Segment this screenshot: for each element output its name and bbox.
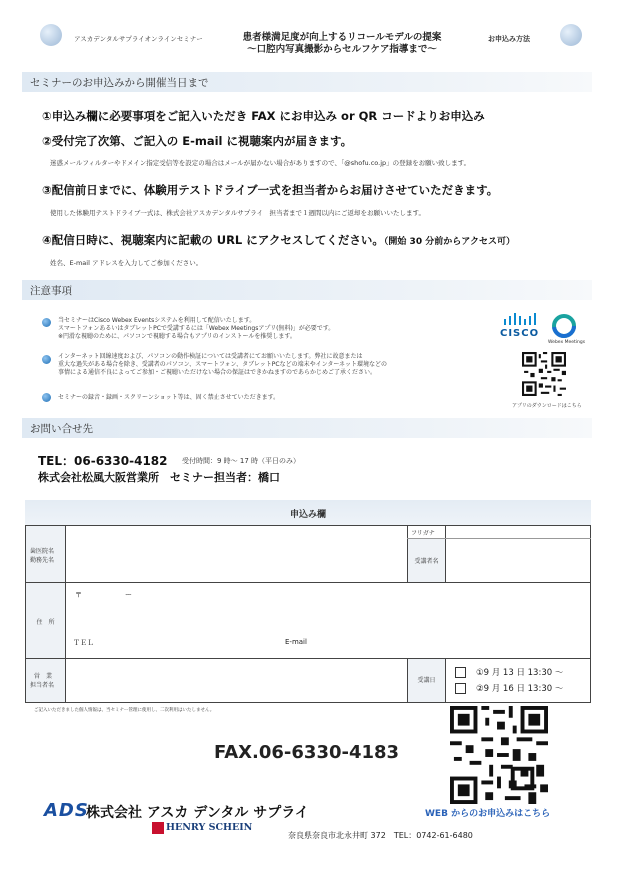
henry-schein-logo-icon	[152, 822, 164, 834]
step-2-note: 迷惑メールフィルターやドメイン指定受信等を設定の場合はメールが届かない場合がありますので、「@shofu.co.jp」の登録をお願い致します。	[50, 159, 471, 167]
sales-rep-label	[26, 659, 65, 702]
clinic-name-input[interactable]	[67, 527, 407, 581]
note-2-line-1: インターネット回線速度および、パソコンの動作検証については受講者にてお願いいたします。弊社に故意または	[58, 353, 363, 360]
cisco-label: CISCO	[500, 328, 540, 339]
form-header	[25, 500, 591, 525]
email-label: E-mail	[285, 638, 307, 646]
contact-company: 株式会社松風大阪営業所 セミナー担当者：橋口	[38, 471, 280, 484]
form-col-divider	[65, 525, 66, 703]
date-option-1[interactable]	[455, 666, 563, 678]
note-2-line-2: 重大な過失がある場合を除き、受講者のパソコン、スマートフォン、タブレットPCなどの端末やインターネット環境などの	[58, 361, 388, 368]
clinic-label-1: 歯医院名	[30, 548, 55, 555]
privacy-note: ご記入いただきました個人情報は、当セミナー管理に使用し、二次利用はいたしません。	[34, 708, 215, 713]
fax-number: FAX.06-6330-4183	[214, 742, 400, 763]
form-border-top	[25, 525, 591, 526]
qr-code-icon	[450, 706, 548, 804]
address-text: 奈良県奈良市北永井町 372	[288, 831, 386, 840]
title-line-2: 〜口腔内写真撮影からセルフケア指導まで〜	[247, 44, 437, 55]
email-input[interactable]	[317, 636, 591, 652]
note-1-line-1: 当セミナーはCisco Webex Eventsシステムを利用して配信いたします。	[58, 317, 256, 324]
section-header-flow	[22, 72, 592, 92]
form-col-divider	[445, 525, 446, 582]
sales-rep-input[interactable]	[67, 661, 407, 701]
henry-schein-logo: HENRY SCHEIN	[166, 822, 253, 833]
bullet-icon	[42, 318, 51, 327]
clinic-label-2: 勤務先名	[30, 557, 55, 564]
form-col-divider	[445, 658, 446, 703]
note-3-line-1: セミナーの録音・録画・スクリーンショット等は、固く禁止させていただきます。	[58, 394, 280, 401]
checkbox[interactable]	[455, 683, 466, 694]
contact-tel: TEL：06-6330-4182	[38, 454, 168, 468]
app-qr-code[interactable]	[522, 352, 566, 396]
title-line-1: 患者様満足度が向上するリコールモデルの提案	[242, 32, 442, 43]
contact-hours: 受付時間：9 時〜 17 時（平日のみ）	[182, 457, 301, 465]
furigana-label: フリガナ	[411, 530, 435, 537]
web-apply-qr-code[interactable]	[450, 706, 548, 804]
date-option-label: ②9 月 16 日 13:30 〜	[476, 684, 564, 694]
step-1: ①申込み欄に必要事項をご記入いただき FAX にお申込み or QR コードよりお申込み	[42, 109, 485, 123]
step-2: ②受付完了次第、ご記入の E-mail に視聴案内が届きます。	[42, 134, 353, 148]
step-3: ③配信前日までに、体験用テストドライブ一式を担当者からお届けさせていただきます。	[42, 183, 499, 197]
clinic-label	[26, 526, 65, 582]
cisco-logo-icon	[502, 313, 542, 327]
footer-address	[288, 830, 473, 841]
step-4-note: 姓名、E-mail アドレスを入力してご参加ください。	[50, 259, 203, 267]
step-4	[42, 232, 515, 248]
step-4-text: ④配信日時に、視聴案内に記載の URL にアクセスしてください。	[42, 233, 384, 247]
webex-label: Webex Meetings	[548, 340, 586, 345]
checkbox[interactable]	[455, 667, 466, 678]
ads-logo: ADS	[44, 800, 89, 821]
postal-dash: ー	[125, 591, 132, 599]
sales-label-1: 営 業	[34, 673, 53, 680]
form-border-bottom	[25, 702, 591, 703]
application-form	[25, 500, 591, 703]
tel-spacer	[386, 831, 394, 840]
decorative-circle-left	[40, 24, 62, 46]
section-title: 注意事項	[30, 285, 72, 297]
section-title: セミナーのお申込みから開催当日まで	[30, 77, 209, 89]
section-header-contact	[22, 418, 592, 438]
tel-label: ＴＥＬ	[73, 639, 94, 647]
decorative-circle-right	[560, 24, 582, 46]
tel-input[interactable]	[105, 636, 279, 652]
qr-code-icon	[522, 352, 566, 396]
address-label: 住 所	[26, 583, 65, 658]
webex-logo-icon	[552, 314, 576, 338]
form-row-divider	[25, 582, 591, 583]
apply-method-label: お申込み方法	[488, 35, 530, 43]
web-apply-link[interactable]: WEB からのお申込みはこちら	[425, 809, 551, 819]
step-3-note: 使用した体験用テストドライブ一式は、株式会社アスカデンタルサプライ 担当者まで１週間以内にご返却をお願いいたします。	[50, 209, 425, 217]
bullet-icon	[42, 355, 51, 364]
note-1-line-3: ※円滑な視聴のために、パソコンで視聴する場合もアプリのインストールを推奨します。	[58, 333, 296, 340]
sales-label-2: 担当者名	[30, 682, 55, 689]
date-option-label: ①9 月 13 日 13:30 〜	[476, 668, 564, 678]
form-title: 申込み欄	[289, 510, 326, 520]
section-title: お問い合せ先	[30, 423, 93, 435]
section-header-notes	[22, 280, 592, 300]
footer-tel: TEL：0742-61-6480	[393, 831, 473, 840]
footer-company: 株式会社 アスカ デンタル サプライ	[86, 805, 309, 821]
seminar-title	[212, 32, 472, 56]
date-option-2[interactable]	[455, 682, 563, 694]
attendee-label: 受講者名	[408, 539, 445, 582]
step-4-extra: （開始 30 分前からアクセス可）	[383, 237, 515, 247]
app-download-label: アプリのダウンロードはこちら	[512, 403, 582, 409]
date-label: 受講日	[408, 659, 445, 702]
postal-mark: 〒	[75, 591, 82, 599]
bullet-icon	[42, 393, 51, 402]
furigana-input[interactable]	[447, 527, 591, 539]
attendee-name-input[interactable]	[447, 541, 591, 581]
organizer-name: アスカデンタルサプライオンラインセミナー	[74, 35, 203, 43]
note-2-line-3: 事情による通信不良によってご参加・ご視聴いただけない場合の保証はできかねますのであらかじめご了承ください。	[58, 369, 377, 376]
note-1-line-2: スマートフォンあるいはタブレットPCで受講するには「Webex Meetingsアプリ(無料)」が必要です。	[58, 325, 335, 332]
address-input[interactable]	[85, 600, 589, 632]
form-row-divider	[25, 658, 591, 659]
